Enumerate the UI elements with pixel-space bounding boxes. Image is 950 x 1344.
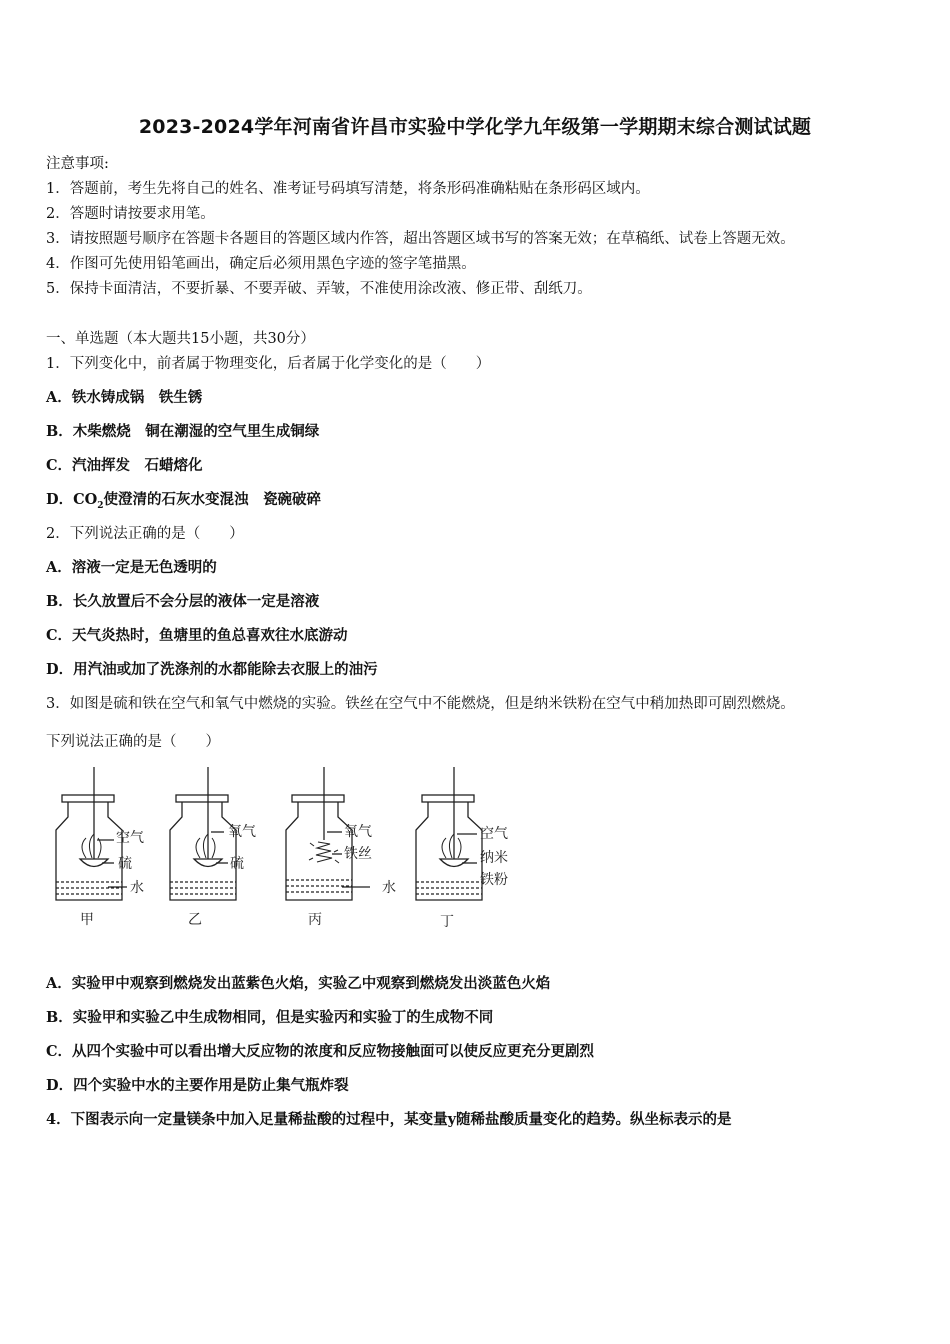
question-3-stem-2: 下列说法正确的是（ ） — [46, 734, 220, 750]
jar-3-gas-label: 氧气 — [344, 824, 372, 840]
page-title: 2023-2024学年河南省许昌市实验中学化学九年级第一学期期末综合测试试题 — [138, 116, 812, 138]
q1-option-d: D．$CO_2$使澄清的石灰水变混浊 瓷碗破碎 — [46, 491, 322, 511]
jar-4-solid-label-1: 纳米 — [480, 850, 508, 866]
q3-option-a: A．实验甲中观察到燃烧发出蓝紫色火焰，实验乙中观察到燃烧发出淡蓝色火焰 — [46, 975, 551, 992]
q3-option-c: C．从四个实验中可以看出增大反应物的浓度和反应物接触面可以使反应更充分更剧烈 — [46, 1043, 595, 1060]
notice-item: 3．请按照题号顺序在答题卡各题目的答题区域内作答，超出答题区域书写的答案无效；在草稿纸、试卷上答题无效。 — [46, 231, 795, 247]
question-3-stem: 3．如图是硫和铁在空气和氧气中燃烧的实验。铁丝在空气中不能燃烧，但是纳米铁粉在空气中稍加热即可剧烈燃烧。 — [46, 696, 795, 712]
combustion-experiment-figure — [52, 762, 532, 942]
q3-option-d: D．四个实验中水的主要作用是防止集气瓶炸裂 — [46, 1077, 349, 1094]
q2-option-b: B．长久放置后不会分层的液体一定是溶液 — [46, 593, 320, 610]
notice-heading: 注意事项: — [46, 156, 109, 172]
notice-item: 5．保持卡面清洁，不要折暴、不要弄破、弄皱，不准使用涂改液、修正带、刮纸刀。 — [46, 281, 592, 297]
jar-3-name: 丙 — [308, 912, 322, 928]
notice-item: 2．答题时请按要求用笔。 — [46, 206, 215, 222]
jar-3-water-label: 水 — [382, 880, 396, 896]
q1-option-b: B．木柴燃烧 铜在潮湿的空气里生成铜绿 — [46, 423, 320, 440]
notice-item: 1．答题前，考生先将自己的姓名、准考证号码填写清楚，将条形码准确粘贴在条形码区域内。 — [46, 181, 650, 197]
question-1-stem: 1．下列变化中，前者属于物理变化，后者属于化学变化的是（ ） — [46, 356, 491, 372]
jar-4-diagram — [416, 767, 482, 900]
q3-option-b: B．实验甲和实验乙中生成物相同，但是实验丙和实验丁的生成物不同 — [46, 1009, 494, 1026]
jar-1-name: 甲 — [80, 912, 94, 928]
jar-4-solid-label-2: 铁粉 — [480, 872, 508, 888]
jar-1-water-label: 水 — [130, 880, 144, 896]
jar-4-gas-label: 空气 — [480, 826, 508, 842]
q2-option-a: A．溶液一定是无色透明的 — [46, 559, 217, 576]
jar-2-name: 乙 — [188, 912, 202, 928]
jar-2-solid-label: 硫 — [230, 856, 244, 872]
question-4-stem: 4．下图表示向一定量镁条中加入足量稀盐酸的过程中，某变量y随稀盐酸质量变化的趋势。纵坐标表示的是 — [46, 1111, 732, 1128]
q1-option-a: A．铁水铸成锅 铁生锈 — [46, 389, 203, 406]
jar-2-diagram — [170, 767, 236, 900]
notice-item: 4．作图可先使用铅笔画出，确定后必须用黑色字迹的签字笔描黑。 — [46, 256, 476, 272]
q1-option-c: C．汽油挥发 石蜡熔化 — [46, 457, 203, 474]
q2-option-d: D．用汽油或加了洗涤剂的水都能除去衣服上的油污 — [46, 661, 378, 678]
jar-1-solid-label: 硫 — [118, 856, 132, 872]
jar-4-name: 丁 — [440, 914, 454, 930]
question-2-stem: 2．下列说法正确的是（ ） — [46, 526, 244, 542]
jar-2-gas-label: 氧气 — [228, 824, 256, 840]
jar-1-gas-label: 空气 — [116, 830, 144, 846]
jar-3-solid-label: 铁丝 — [344, 846, 372, 862]
section-heading: 一、单选题（本大题共15小题，共30分） — [46, 331, 315, 347]
q2-option-c: C．天气炎热时，鱼塘里的鱼总喜欢往水底游动 — [46, 627, 348, 644]
